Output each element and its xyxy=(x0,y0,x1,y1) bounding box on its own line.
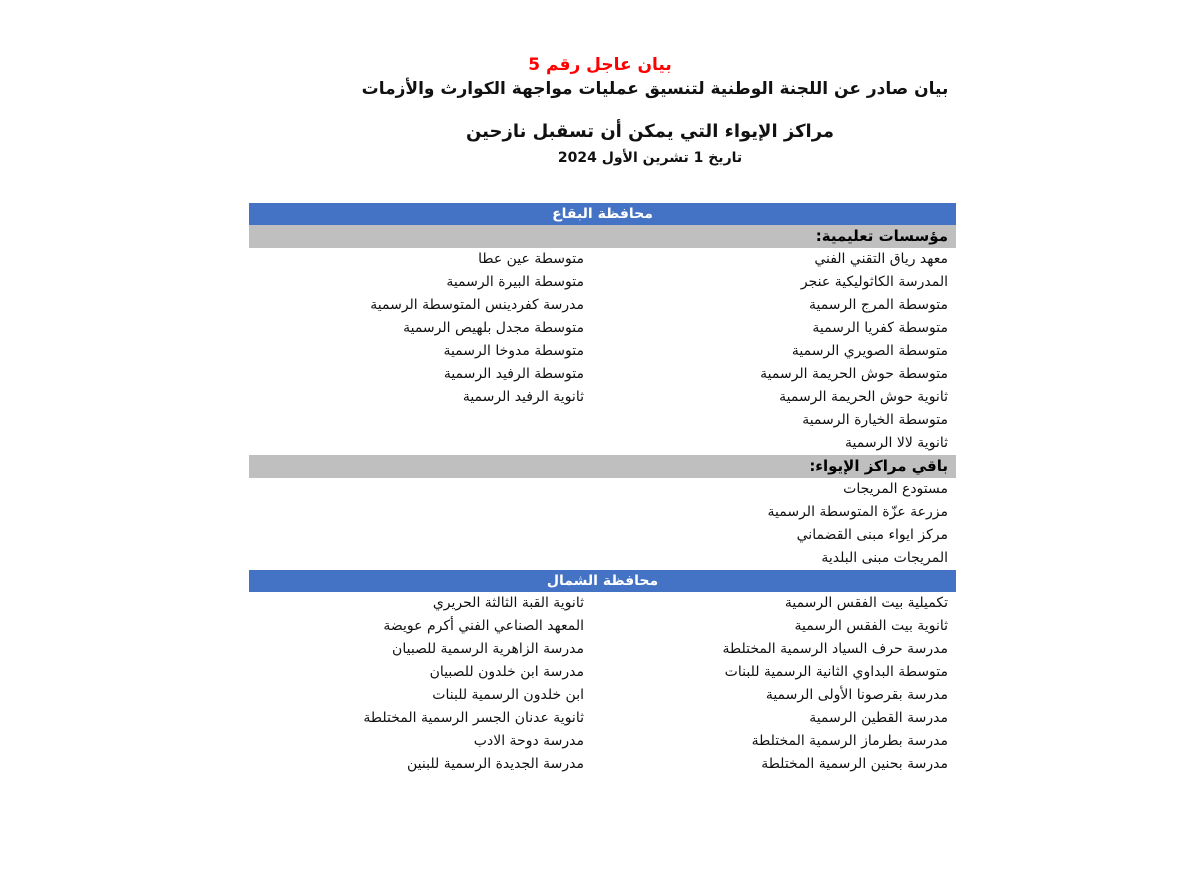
table-row xyxy=(249,730,956,753)
shelter-name xyxy=(249,501,584,524)
table-row xyxy=(249,432,956,455)
shelter-name: متوسطة المرج الرسمية xyxy=(808,297,948,313)
shelter-name: متوسطة عين عطا xyxy=(478,251,584,267)
table-row xyxy=(249,547,956,570)
table-row xyxy=(249,317,956,340)
shelter-name: ثانوية لالا الرسمية xyxy=(845,435,948,451)
shelter-name: المدرسة الكاثوليكية عنجر xyxy=(800,274,948,290)
governorate-header-bekaa: محافظة البقاع xyxy=(249,203,956,225)
governorate-header-north: محافظة الشمال xyxy=(249,570,956,592)
shelter-name: متوسطة مدوخا الرسمية xyxy=(443,343,584,359)
shelter-name: ثانوية الرفيد الرسمية xyxy=(462,389,584,405)
shelter-name: مدرسة بطرماز الرسمية المختلطة xyxy=(751,733,948,749)
shelter-name xyxy=(249,478,584,501)
shelter-name: مزرعة عزّة المتوسطة الرسمية xyxy=(767,504,948,520)
shelter-name: متوسطة كفريا الرسمية xyxy=(812,320,948,336)
table-row xyxy=(249,340,956,363)
shelter-name: متوسطة البداوي الثانية الرسمية للبنات xyxy=(724,664,948,680)
shelter-name: متوسطة مجدل بلهيص الرسمية xyxy=(403,320,584,336)
north-list xyxy=(249,592,956,776)
shelter-name xyxy=(249,547,584,570)
issuer-subtitle: بيان صادر عن اللجنة الوطنية لتنسيق عمليات مواجهة الكوارث والأزمات xyxy=(361,79,949,99)
shelter-name xyxy=(249,432,584,455)
shelter-name: ثانوية بيت الفقس الرسمية xyxy=(794,618,948,634)
shelter-name: مدرسة القطين الرسمية xyxy=(809,710,948,726)
category-header-other-shelters: باقي مراكز الإيواء: xyxy=(249,455,956,478)
table-row xyxy=(249,501,956,524)
table-row xyxy=(249,248,956,271)
shelter-name: معهد رياق التقني الفني xyxy=(814,251,948,267)
shelters-table xyxy=(249,203,956,776)
table-row xyxy=(249,478,956,501)
table-row xyxy=(249,363,956,386)
shelter-name xyxy=(249,524,584,547)
shelter-name: مدرسة الجديدة الرسمية للبنين xyxy=(407,756,584,772)
table-row xyxy=(249,409,956,432)
bekaa-other-list xyxy=(249,478,956,570)
shelter-name: مركز ايواء مبنى القضماني xyxy=(796,527,948,543)
shelter-name: مدرسة بقرصونا الأولى الرسمية xyxy=(765,687,948,703)
shelter-name: المريجات مبنى البلدية xyxy=(821,550,948,566)
shelter-name: ثانوية القبة الثالثة الحريري xyxy=(432,595,584,611)
shelter-name: متوسطة البيرة الرسمية xyxy=(446,274,584,290)
shelter-name: مدرسة حرف السياد الرسمية المختلطة xyxy=(722,641,948,657)
table-row xyxy=(249,524,956,547)
shelter-name: مستودع المريجات xyxy=(843,481,948,497)
shelter-name: متوسطة حوش الحريمة الرسمية xyxy=(760,366,948,382)
shelter-name: مدرسة ابن خلدون للصبيان xyxy=(429,664,584,680)
shelter-name xyxy=(249,409,584,432)
shelter-name: ثانوية عدنان الجسر الرسمية المختلطة xyxy=(363,710,584,726)
shelter-name: المعهد الصناعي الفني أكرم عويضة xyxy=(383,618,584,634)
table-row xyxy=(249,592,956,615)
shelter-name: ثانوية حوش الحريمة الرسمية xyxy=(779,389,948,405)
shelter-name: مدرسة دوحة الادب xyxy=(473,733,584,749)
shelter-name: ابن خلدون الرسمية للبنات xyxy=(432,687,584,703)
table-row xyxy=(249,638,956,661)
document-title: مراكز الإيواء التي يمكن أن تسقبل نازحين xyxy=(465,121,835,142)
shelter-name: مدرسة كفردينس المتوسطة الرسمية xyxy=(370,297,584,313)
table-row xyxy=(249,271,956,294)
shelter-name: متوسطة الصويري الرسمية xyxy=(791,343,948,359)
table-row xyxy=(249,707,956,730)
category-header-educational: مؤسسات تعليمية: xyxy=(249,225,956,248)
table-row xyxy=(249,294,956,317)
shelter-name: متوسطة الخيارة الرسمية xyxy=(802,412,948,428)
table-row xyxy=(249,386,956,409)
bekaa-educational-list xyxy=(249,248,956,455)
table-row xyxy=(249,753,956,776)
shelter-name: تكميلية بيت الفقس الرسمية xyxy=(784,595,948,611)
table-row xyxy=(249,661,956,684)
document-date: تاريخ 1 تشرين الأول 2024 xyxy=(557,150,743,166)
shelter-name: مدرسة بحنين الرسمية المختلطة xyxy=(761,756,948,772)
shelter-name: متوسطة الرفيد الرسمية xyxy=(443,366,584,382)
urgent-notice-title: بيان عاجل رقم 5 xyxy=(528,55,672,75)
table-row xyxy=(249,615,956,638)
table-row xyxy=(249,684,956,707)
shelter-name: مدرسة الزاهرية الرسمية للصبيان xyxy=(392,641,584,657)
